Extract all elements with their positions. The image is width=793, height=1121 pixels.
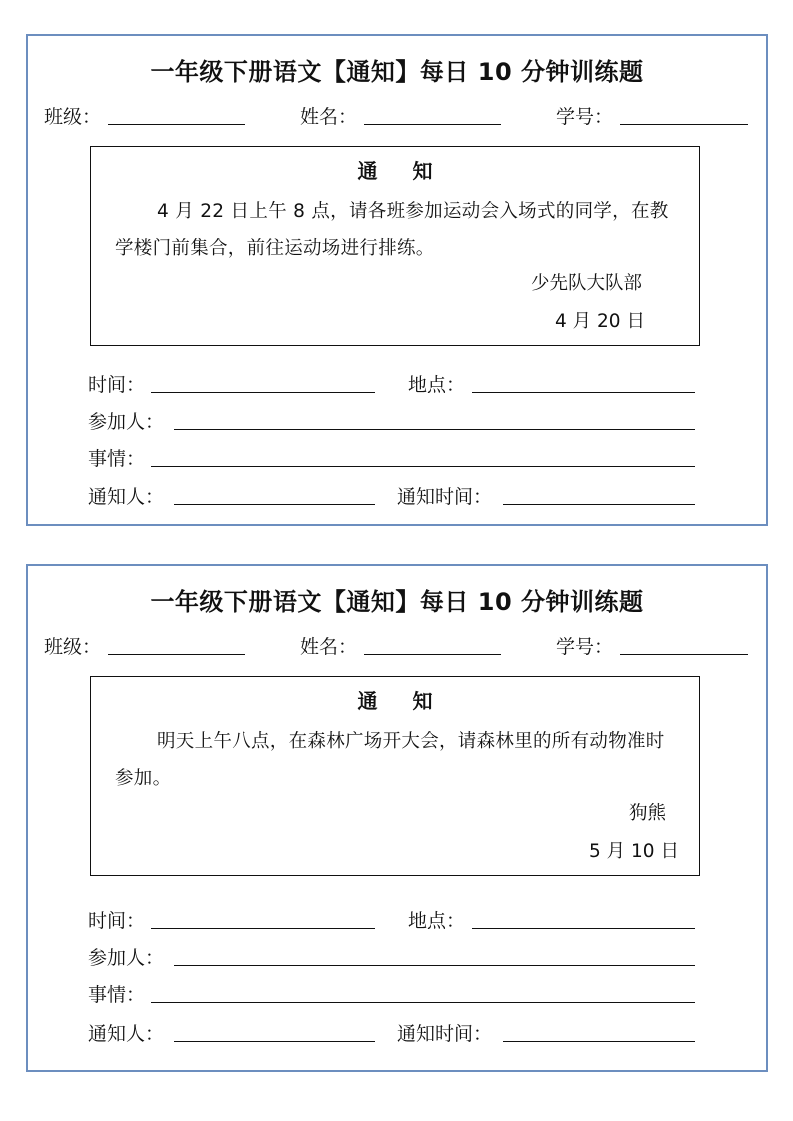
place-label: 地点： — [408, 910, 466, 932]
form-row-matter — [88, 444, 700, 470]
notice-signer: 狗熊 — [629, 803, 667, 824]
notifier-label: 通知人： — [88, 1023, 165, 1045]
time-label: 时间： — [88, 910, 146, 932]
form-row-time-place — [88, 906, 700, 932]
form-row-notifier — [88, 1019, 700, 1045]
form-row-participants — [88, 943, 700, 969]
number-blank[interactable] — [620, 124, 748, 125]
notifier-blank[interactable] — [174, 504, 375, 505]
number-field — [556, 632, 613, 659]
student-info-row — [28, 632, 766, 658]
participants-blank[interactable] — [174, 429, 695, 430]
time-label: 时间： — [88, 374, 146, 396]
place-label: 地点： — [408, 374, 466, 396]
number-field — [556, 102, 613, 129]
worksheet-card-1 — [26, 34, 768, 526]
participants-blank[interactable] — [174, 965, 695, 966]
participants-label: 参加人： — [88, 411, 165, 433]
form-row-participants — [88, 407, 700, 433]
matter-blank[interactable] — [151, 1002, 695, 1003]
name-field — [300, 102, 357, 129]
class-label: 班级： — [44, 636, 102, 658]
worksheet-card-2 — [26, 564, 768, 1072]
notifier-label: 通知人： — [88, 486, 165, 508]
form-row-notifier — [88, 482, 700, 508]
class-blank[interactable] — [108, 654, 245, 655]
notifier-blank[interactable] — [174, 1041, 375, 1042]
name-label: 姓名： — [300, 106, 358, 128]
class-blank[interactable] — [108, 124, 245, 125]
form-row-time-place — [88, 370, 700, 396]
time-blank[interactable] — [151, 392, 375, 393]
student-info-row — [28, 102, 766, 128]
notice-body: 4 月 22 日上午 8 点，请各班参加运动会入场式的同学，在教学楼门前集合，前往运动场进行排练。 — [115, 201, 669, 259]
class-label: 班级： — [44, 106, 102, 128]
name-blank[interactable] — [364, 124, 501, 125]
notice-box — [90, 676, 700, 876]
number-blank[interactable] — [620, 654, 748, 655]
notice-time-label: 通知时间： — [397, 486, 493, 508]
notice-box — [90, 146, 700, 346]
notice-heading: 通 知 — [357, 159, 447, 183]
notice-signer: 少先队大队部 — [531, 273, 643, 294]
name-blank[interactable] — [364, 654, 501, 655]
notice-time-blank[interactable] — [503, 504, 695, 505]
notice-date: 4 月 20 日 — [555, 311, 645, 332]
matter-label: 事情： — [88, 984, 146, 1006]
number-label: 学号： — [556, 636, 614, 658]
number-label: 学号： — [556, 106, 614, 128]
participants-label: 参加人： — [88, 947, 165, 969]
matter-blank[interactable] — [151, 466, 695, 467]
form-row-matter — [88, 980, 700, 1006]
notice-time-label: 通知时间： — [397, 1023, 493, 1045]
worksheet-title: 一年级下册语文【通知】每日 10 分钟训练题 — [150, 58, 644, 86]
place-blank[interactable] — [472, 392, 695, 393]
notice-heading: 通 知 — [357, 689, 447, 713]
notice-time-blank[interactable] — [503, 1041, 695, 1042]
time-blank[interactable] — [151, 928, 375, 929]
name-field — [300, 632, 357, 659]
matter-label: 事情： — [88, 448, 146, 470]
worksheet-title: 一年级下册语文【通知】每日 10 分钟训练题 — [150, 588, 644, 616]
notice-body: 明天上午八点，在森林广场开大会，请森林里的所有动物准时参加。 — [115, 731, 665, 789]
place-blank[interactable] — [472, 928, 695, 929]
class-field — [44, 102, 101, 129]
notice-date: 5 月 10 日 — [589, 841, 679, 862]
name-label: 姓名： — [300, 636, 358, 658]
class-field — [44, 632, 101, 659]
